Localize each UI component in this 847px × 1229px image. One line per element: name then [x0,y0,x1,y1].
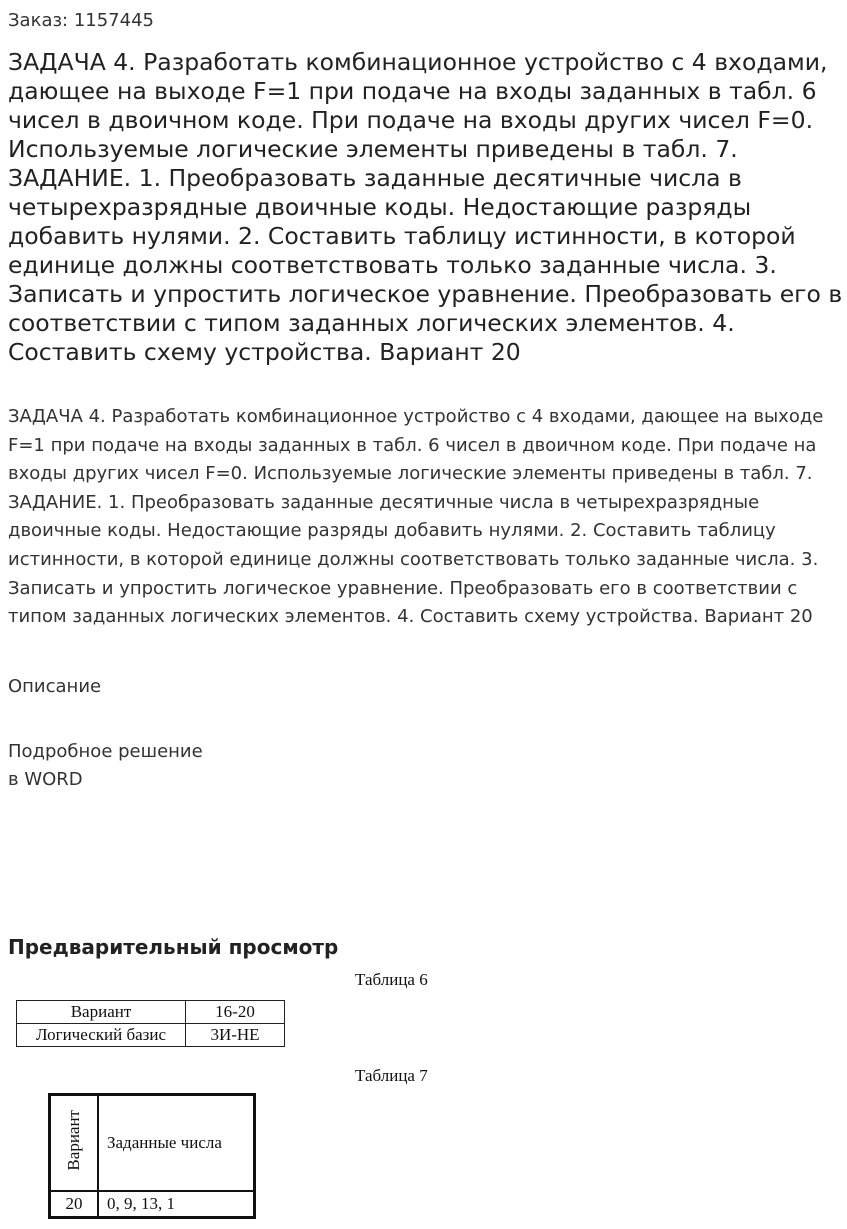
description-line-1: Подробное решение [8,741,203,762]
order-number: Заказ: 1157445 [8,10,154,31]
task-description: ЗАДАЧА 4. Разработать комбинационное устройство с 4 входами, дающее на выходе F=1 при подаче на входы заданных в табл. 6 чисел в двоичном коде. При подаче на входы других чисел F=0. Используемые логические элементы приведены в табл. 7. ЗАДАНИЕ. 1. Преобразовать заданные десятичные числа в четырехразрядные двоичные коды. Недостающие разряды добавить нулями. 2. Составить таблицу истинности, в которой единице должны соответствовать только заданные числа. 3. Записать и упростить логическое уравнение. Преобразовать его в соответствии с типом заданных логических элементов. 4. Составить схему устройства. Вариант 20 [8,406,824,628]
variant-header-text: Вариант [64,1110,83,1171]
table-cell: 3И-НЕ [186,1024,285,1047]
description-line-2: в WORD [8,769,83,790]
preview-heading: Предварительный просмотр [8,935,339,959]
table-row [17,1001,285,1024]
table-row [50,1191,255,1218]
table-header-numbers: Заданные числа [98,1095,255,1192]
table-7 [48,1093,256,1219]
task-title: ЗАДАЧА 4. Разработать комбинационное устройство с 4 входами, дающее на выходе F=1 при подаче на входы заданных в табл. 6 чисел в двоичном коде. При подаче на входы других чисел F=0. Используемые логические элементы приведены в табл. 7. ЗАДАНИЕ. 1. Преобразовать заданные десятичные числа в четырехразрядные двоичные коды. Недостающие разряды добавить нулями. 2. Составить таблицу истинности, в которой единице должны соответствовать только заданные числа. 3. Записать и упростить логическое уравнение. Преобразовать его в соответствии с типом заданных логических элементов. 4. Составить схему устройства. Вариант 20 [8,48,843,366]
description-text [8,738,203,794]
table-header-variant [50,1095,99,1192]
table-7-caption: Таблица 7 [355,1066,428,1085]
table-6-caption: Таблица 6 [355,970,428,989]
table-cell: 16-20 [186,1001,285,1024]
description-label: Описание [8,676,102,697]
table-cell: Вариант [17,1001,186,1024]
table-row [17,1024,285,1047]
table-6 [16,1000,285,1047]
table-cell-numbers: 0, 9, 13, 1 [98,1191,255,1218]
table-cell-variant: 20 [50,1191,99,1218]
table-header-row [50,1095,255,1192]
table-cell: Логический базис [17,1024,186,1047]
